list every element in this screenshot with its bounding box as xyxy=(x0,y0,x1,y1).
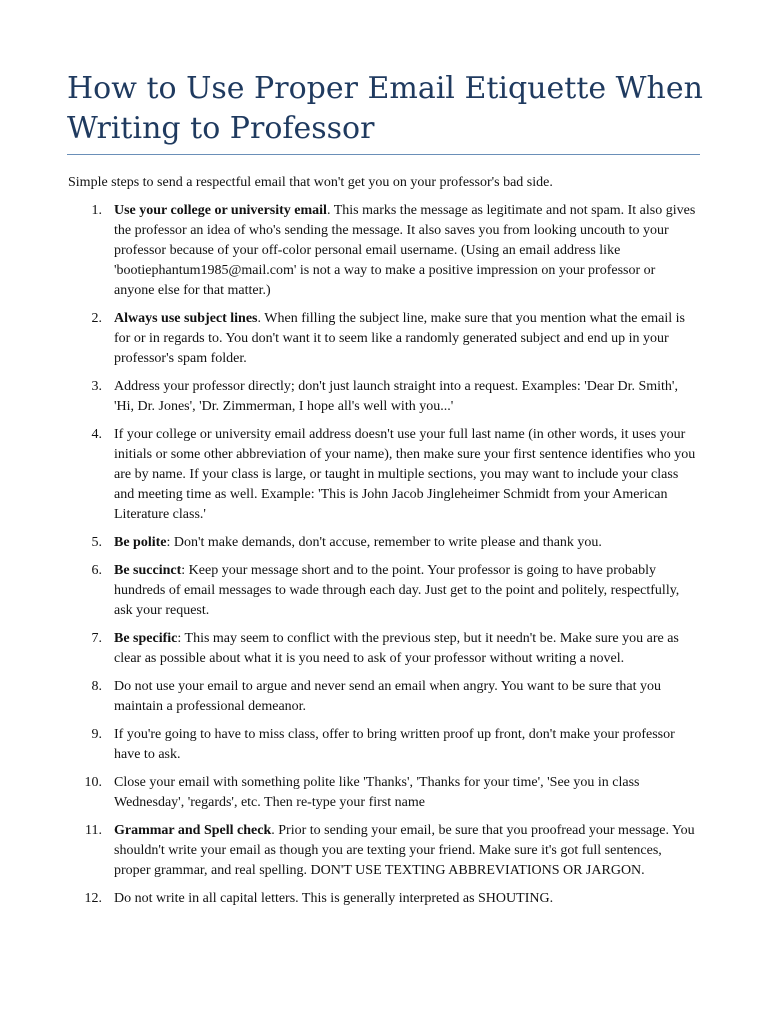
step-number: 12. xyxy=(84,891,102,906)
step-text: Do not use your email to argue and never send an email when angry. You want to be sure that you maintain a professional demeanor. xyxy=(114,679,662,714)
step-number: 1. xyxy=(91,203,102,218)
steps-list xyxy=(0,201,768,917)
step-bold-text: Always use subject lines xyxy=(114,311,258,326)
step-number: 8. xyxy=(91,679,102,694)
step-text: . When filling the subject line, make sure that you mention what the email is for or in regards to. You don't want it to seem like a randomly generated subject and end up in your professor's spam folder. xyxy=(114,311,685,366)
step-number: 2. xyxy=(91,311,102,326)
list-item xyxy=(0,889,699,909)
step-number: 9. xyxy=(91,727,102,742)
step-bold-text: Be specific xyxy=(114,631,178,646)
step-number: 11. xyxy=(85,823,102,838)
step-number: 4. xyxy=(91,427,102,442)
step-number: 3. xyxy=(91,379,102,394)
step-bold-text: Grammar and Spell check xyxy=(114,823,272,838)
list-item xyxy=(0,309,699,369)
step-number: 6. xyxy=(91,563,102,578)
step-text: If you're going to have to miss class, offer to bring written proof up front, don't make your professor have to ask. xyxy=(114,727,675,762)
list-item xyxy=(0,201,699,301)
list-item xyxy=(0,425,699,525)
intro-paragraph: Simple steps to send a respectful email that won't get you on your professor's bad side. xyxy=(68,175,553,190)
step-number: 10. xyxy=(84,775,102,790)
step-text: If your college or university email address doesn't use your full last name (in other words, it uses your initials or some other abbreviation of your name), then make sure your first sentence identifies who you are by name. If your class is large, or taught in multiple sections, you may want to include your class and meeting time as well. Example: 'This is John Jacob Jingleheimer Schmidt from your American Literature class.' xyxy=(114,427,696,522)
step-bold-text: Be polite xyxy=(114,535,167,550)
step-text: Close your email with something polite like 'Thanks', 'Thanks for your time', 'See you in class Wednesday', 'regards', etc. Then re-type your first name xyxy=(114,775,640,810)
step-text: . This marks the message as legitimate and not spam. It also gives the professor an idea of who's sending the message. It also saves you from looking uncouth to your professor because of your off-color personal email username. (Using an email address like 'bootiephantum1985@mail.com' is not a way to make a positive impression on your professor or anyone else for that matter.) xyxy=(114,203,696,298)
step-bold-text: Be succinct xyxy=(114,563,182,578)
list-item xyxy=(0,821,699,881)
step-bold-text: Use your college or university email xyxy=(114,203,327,218)
list-item xyxy=(0,533,699,553)
title-divider xyxy=(67,154,700,155)
list-item xyxy=(0,773,699,813)
step-text: : This may seem to conflict with the previous step, but it needn't be. Make sure you are as clear as possible about what it is you need to ask of your professor without writing a novel. xyxy=(114,631,679,666)
list-item xyxy=(0,725,699,765)
step-number: 5. xyxy=(91,535,102,550)
document-title: How to Use Proper Email Etiquette When Writing to Professor xyxy=(67,71,703,146)
list-item xyxy=(0,677,699,717)
list-item xyxy=(0,561,699,621)
step-text: : Keep your message short and to the point. Your professor is going to have probably hundreds of email messages to wade through each day. Just get to the point and politely, respectfully, ask your request. xyxy=(114,563,680,618)
step-text: Do not write in all capital letters. This is generally interpreted as SHOUTING. xyxy=(114,891,554,906)
list-item xyxy=(0,629,699,669)
step-text: : Don't make demands, don't accuse, remember to write please and thank you. xyxy=(166,535,602,550)
step-text: Address your professor directly; don't just launch straight into a request. Examples: 'Dear Dr. Smith', 'Hi, Dr. Jones', 'Dr. Zimmerman, I hope all's well with you...' xyxy=(114,379,678,414)
step-text: . Prior to sending your email, be sure that you proofread your message. You shouldn't write your email as though you are texting your friend. Make sure it's got full sentences, proper grammar, and real spelling. DON'T USE TEXTING ABBREVIATIONS OR JARGON. xyxy=(114,823,695,878)
list-item xyxy=(0,377,699,417)
step-number: 7. xyxy=(91,631,102,646)
